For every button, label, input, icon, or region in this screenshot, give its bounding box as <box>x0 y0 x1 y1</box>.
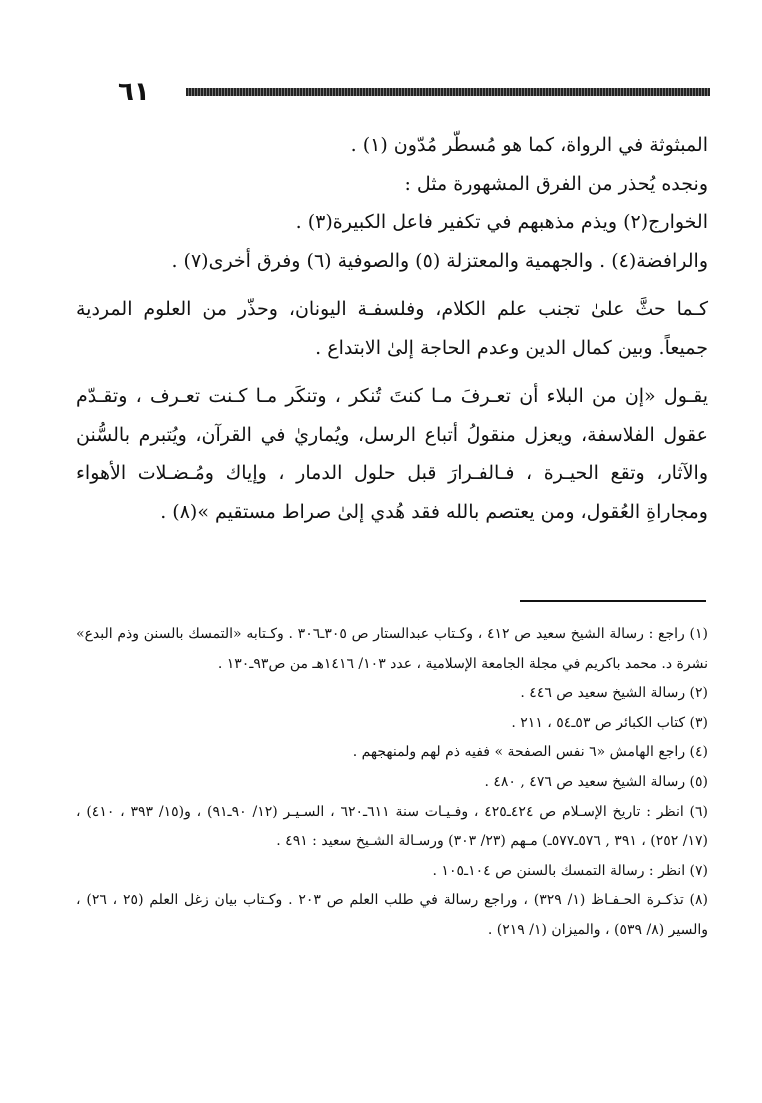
main-text <box>76 126 708 531</box>
footnote: (٥) رسالة الشيخ سعيد ص ٤٧٦ , ٤٨٠ . <box>484 773 708 790</box>
footnote: (٢) رسالة الشيخ سعيد ص ٤٤٦ . <box>520 685 708 702</box>
header-rule <box>186 88 710 96</box>
page-header <box>118 76 710 110</box>
paragraph: والرافضة(٤) . والجهمية والمعتزلة (٥) والصوفية (٦) وفرق أخرى(٧) . <box>171 249 708 272</box>
footnote: (٣) كتاب الكبائر ص ٥٣ـ٥٤ ، ٢١١ . <box>511 714 708 731</box>
footnote: (٦) انظر : تاريخ الإسـلام ص ٤٢٤ـ٤٢٥ ، وفـيـات سنة ٦١١ـ٦٢٠ ، السـيـر (١٢/ ٩٠ـ٩١) ، و(١٥/ ٣٩٣ ، ٤١٠) ، (١٧/ ٢٥٢) ، ٣٩١ , ٥٧٦ـ٥٧٧ـ) مـهم (٢٣/ ٣٠٣) ورسـالة الشـيخ سعيد : ٤٩١ . <box>76 803 709 850</box>
paragraph: يقـول «إن من البلاء أن تعـرفَ مـا كنتَ تُنكر ، وتنكَر مـا كـنت تعـرف ، وتقـدّم عقول الفلاسفة، ويعزل منقولُ أتباع الرسل، ويُماريٰ في القرآن، ويُتبرم بالسُّنن والآثار، وتقع الحيـرة ، فـالفـرارَ قبل حلول الدمار ، وإياك ومُـضـلات الأهواء ومجاراةِ العُقول، ومن يعتصم بالله فقد هُدي إلىٰ صراط مستقيم »(٨) . <box>76 385 708 523</box>
footnote: (٧) انظر : رسالة التمسك بالسنن ص ١٠٤ـ١٠٥ . <box>432 862 708 879</box>
footnote-separator <box>520 600 706 602</box>
footnote: (١) راجع : رسالة الشيخ سعيد ص ٤١٢ ، وكـتاب عبدالستار ص ٣٠٥ـ٣٠٦ . وكـتابه «التمسك بالسنن وذم البدع» نشرة د. محمد باكريم في مجلة الجامعة الإسلامية ، عدد ١٠٣/ ١٤١٦هـ من ص٩٣ـ١٣٠ . <box>76 626 708 672</box>
footnotes <box>76 620 708 946</box>
footnote: (٨) تذكـرة الحـفـاظ (١/ ٣٢٩) ، وراجع رسالة في طلب العلم ص ٢٠٣ . وكـتاب بيان زغل العلم (٢٥ ، ٢٦) ، والسير (٨/ ٥٣٩) ، والميزان (١/ ٢١٩) . <box>76 892 708 938</box>
paragraph: المبثوثة في الرواة، كما هو مُسطّر مُدّون (١) . <box>350 134 708 156</box>
footnote: (٤) راجع الهامش «٦ نفس الصفحة » ففيه ذم لهم ولمنهجهم . <box>352 744 708 761</box>
paragraph: كـما حثَّ علىٰ تجنب علم الكلام، وفلسفـة اليونان، وحذّر من العلوم المردية جميعاً. وبين كمال الدين وعدم الحاجة إلىٰ الابتداع . <box>76 298 708 359</box>
paragraph: الخوارج(٢) ويذم مذهبهم في تكفير فاعل الكبيرة(٣) . <box>295 211 708 233</box>
page-number: ٦١ <box>118 77 150 107</box>
paragraph: ونجده يُحذر من الفرق المشهورة مثل : <box>404 172 708 195</box>
